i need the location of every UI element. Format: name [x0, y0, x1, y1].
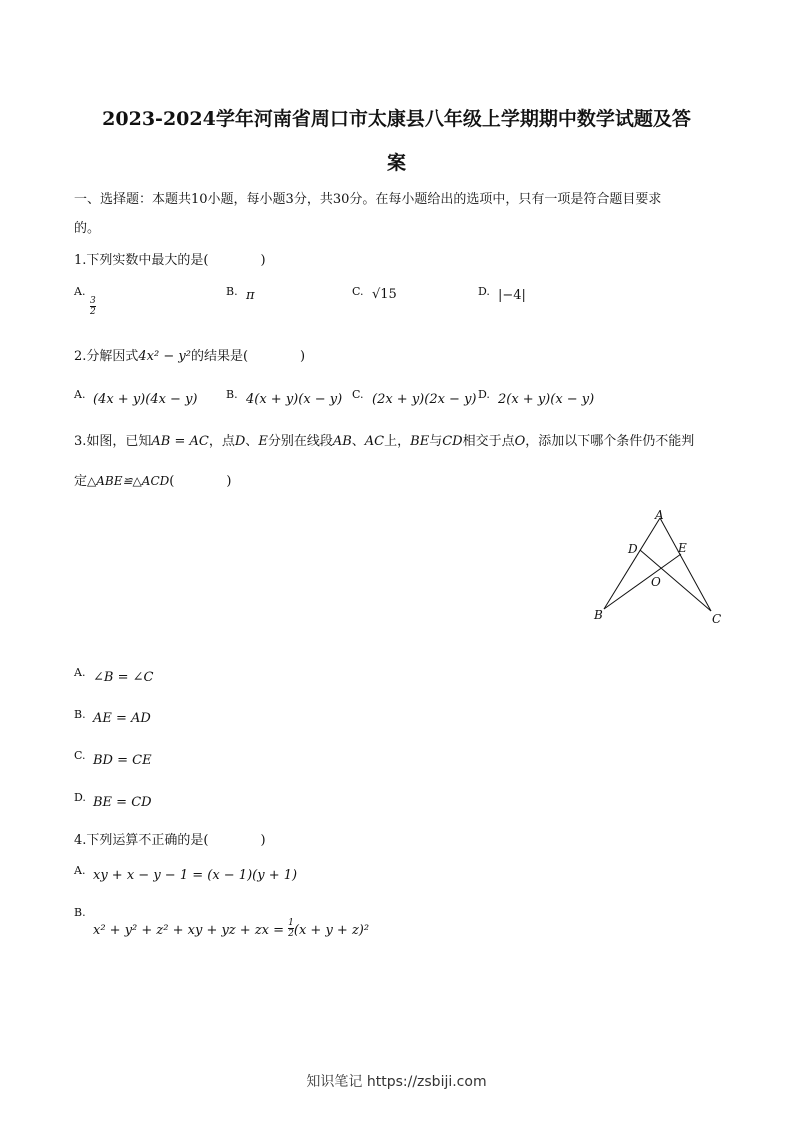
q3-text: 3.如图，已知	[74, 434, 152, 449]
q3-text: ，添加以下哪个条件仍不能判	[525, 434, 695, 449]
q4-option-b-expr	[93, 920, 369, 941]
q2-stem-expression: 4x² − y²	[138, 349, 191, 364]
label-o: O	[651, 575, 661, 589]
q4-option-b-left: x² + y² + z² + xy + yz + zx =	[93, 923, 289, 938]
q1-option-a-numerator: 3	[90, 296, 96, 306]
q4-option-a-letter: A.	[74, 864, 86, 877]
q2-option-b-expr: 4(x + y)(x − y)	[246, 392, 343, 407]
question-2-stem	[74, 345, 305, 364]
q4-option-b-numerator: 1	[288, 918, 294, 928]
q2-option-b-letter: B.	[226, 388, 238, 401]
q3-text: ( )	[169, 474, 232, 489]
q3-option-b-letter: B.	[74, 708, 86, 721]
q3-text: 、	[245, 434, 259, 449]
q1-option-a-letter: A.	[74, 285, 86, 298]
q4-option-b-right: (x + y + z)²	[293, 923, 370, 938]
segment-ab	[604, 518, 660, 609]
q3-math-ac: AC	[364, 434, 385, 449]
q3-text: 与	[429, 434, 443, 449]
q2-option-a-expr: (4x + y)(4x − y)	[93, 392, 198, 407]
section-instructions-continued: 的。	[74, 221, 101, 236]
q4-option-a-expr: xy + x − y − 1 = (x − 1)(y + 1)	[93, 868, 298, 883]
q2-stem-suffix: 的结果是( )	[190, 349, 306, 364]
footer-watermark: 知识笔记 https://zsbiji.com	[306, 1074, 487, 1090]
q1-option-c-expr: √15	[372, 287, 397, 302]
q4-option-b-denominator: 2	[288, 929, 294, 939]
label-e: E	[678, 541, 687, 555]
q3-math-be: BE	[410, 434, 430, 449]
q3-text: 相交于点	[462, 434, 515, 449]
q3-option-b-expr: AE = AD	[93, 711, 151, 726]
q2-stem-prefix: 2.分解因式	[74, 349, 139, 364]
q3-option-c-letter: C.	[74, 749, 86, 762]
q3-option-a-expr: ∠B = ∠C	[93, 670, 154, 685]
q3-option-d-expr: BE = CD	[93, 795, 152, 810]
q3-math-e: E	[258, 434, 268, 449]
question-1-stem: 1.下列实数中最大的是( )	[74, 253, 266, 268]
q1-option-a-denominator: 2	[90, 307, 96, 317]
label-b: B	[594, 608, 603, 622]
question-3-stem-line1	[74, 430, 694, 449]
q3-option-c-expr: BD = CE	[93, 753, 152, 768]
q3-math-cd: CD	[442, 434, 463, 449]
q3-math-congruence: △ABE≌△ACD	[87, 474, 170, 488]
q3-text: 上，	[384, 434, 411, 449]
q1-option-b-letter: B.	[226, 285, 238, 298]
q3-text: 、	[351, 434, 365, 449]
question-3-stem-line2	[74, 470, 231, 489]
q1-option-a-fraction	[90, 296, 96, 317]
q3-math-o: O	[514, 434, 526, 449]
q2-option-d-expr: 2(x + y)(x − y)	[498, 392, 595, 407]
q3-math-ab-eq-ac: AB = AC	[151, 434, 209, 449]
question-4-stem: 4.下列运算不正确的是( )	[74, 833, 266, 848]
q1-option-d-letter: D.	[478, 285, 490, 298]
q3-text: ，点	[208, 434, 235, 449]
q2-option-c-expr: (2x + y)(2x − y)	[372, 392, 477, 407]
page-title: 2023-2024学年河南省周口市太康县八年级上学期期中数学试题及答	[102, 108, 691, 130]
q3-option-d-letter: D.	[74, 791, 86, 804]
q3-math-ab: AB	[332, 434, 352, 449]
segment-ac	[660, 518, 711, 611]
q1-option-d-expr: |−4|	[498, 288, 526, 303]
label-d: D	[628, 542, 638, 556]
q1-option-b-expr: π	[246, 288, 255, 303]
q3-option-a-letter: A.	[74, 666, 86, 679]
segment-be	[604, 554, 681, 609]
q2-option-d-letter: D.	[478, 388, 490, 401]
q1-option-c-letter: C.	[352, 285, 364, 298]
q2-option-c-letter: C.	[352, 388, 364, 401]
q4-option-b-letter: B.	[74, 906, 86, 919]
q3-text: 定	[74, 474, 88, 489]
q3-text: 分别在线段	[267, 434, 333, 449]
section-instructions: 一、选择题：本题共10小题，每小题3分，共30分。在每小题给出的选项中，只有一项是符合题目要求	[74, 192, 662, 207]
q2-option-a-letter: A.	[74, 388, 86, 401]
label-c: C	[712, 612, 722, 626]
q4-option-b-fraction	[288, 918, 294, 939]
triangle-figure	[585, 505, 730, 630]
q3-math-d: D	[234, 434, 246, 449]
page-title-continued: 案	[386, 152, 406, 174]
label-a: A	[655, 508, 664, 522]
